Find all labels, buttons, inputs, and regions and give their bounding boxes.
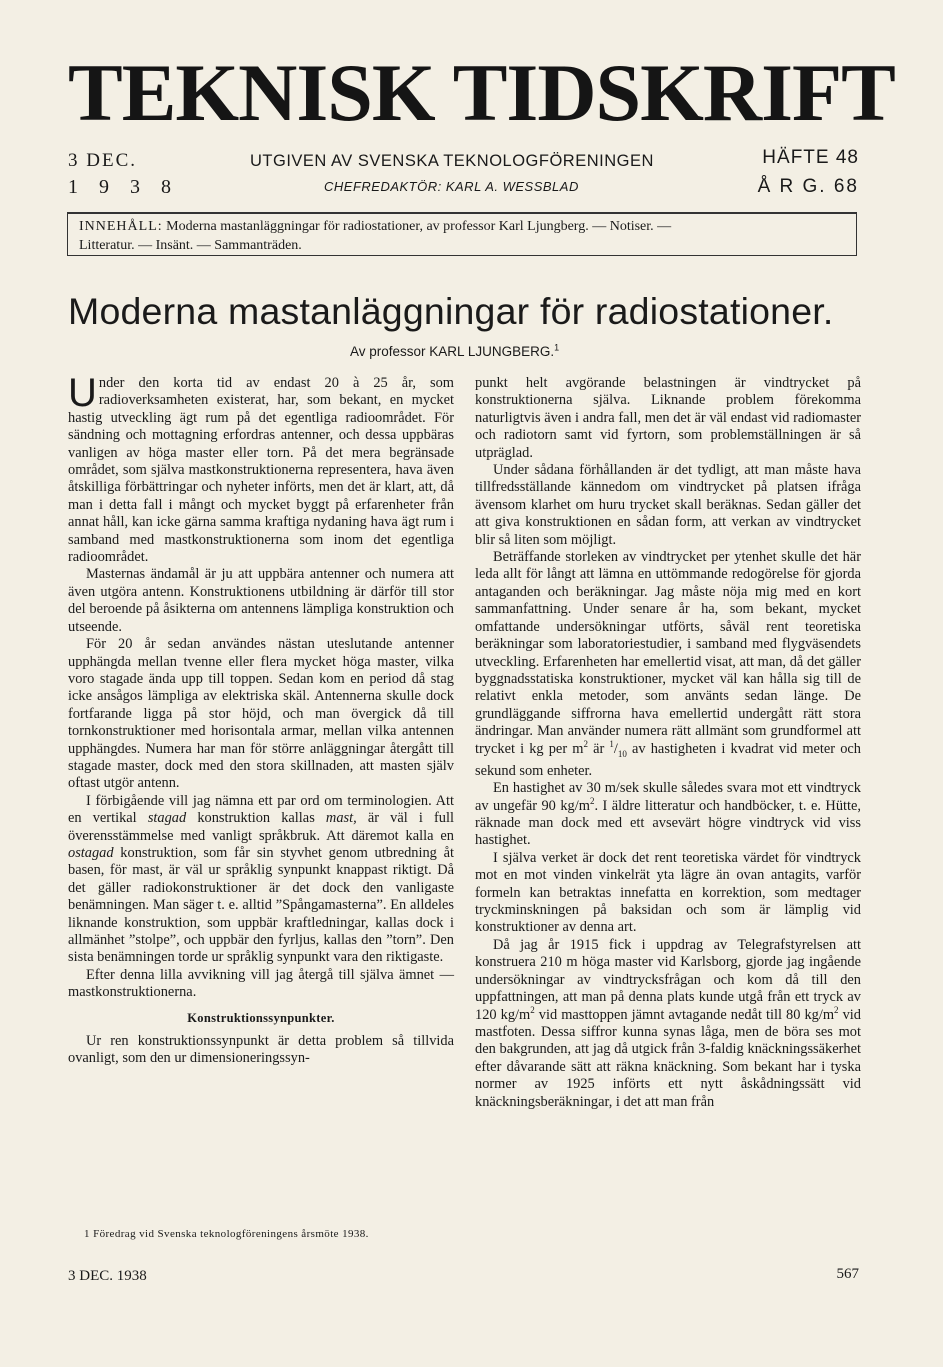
paragraph — [68, 371, 454, 566]
fraction-slash: / — [613, 740, 618, 757]
paragraph-text: Då jag år 1915 fick i uppdrag av Telegrafstyrelsen att konstruera 210 m höga master vid Karlsborg, gjorde jag ingående undersökningar av vindtrycksfrågan och kom då till den uppfattningen, att man på denna plats kunde utgå från ett tryck av 120 kg/m — [475, 936, 861, 1023]
paragraph — [475, 937, 861, 1111]
byline-prefix: Av professor — [350, 344, 430, 359]
paragraph-text: En hastighet av 30 m/sek skulle således svara mot ett vindtryck av ungefär 90 kg/m — [475, 780, 861, 814]
paragraph — [475, 780, 861, 850]
masthead-title-part1: TEKNISK — [68, 47, 435, 138]
issue-date: 3 DEC. — [68, 150, 137, 171]
contents-line-1: Moderna mastanläggningar för radiostationer, av professor Karl Ljungberg. — Notiser. — — [166, 219, 672, 234]
publisher-line: UTGIVEN AV SVENSKA TEKNOLOGFÖRENINGEN — [250, 152, 654, 170]
masthead-title-part2: TIDSKRIFT — [452, 47, 895, 138]
paragraph-text: konstruktion, som får sin styvhet genom utbredning åt basen, för mast, är väl ur språklig synpunkt knappast riktigt. Då det gäller radiokonstruktioner är det dock den vanligaste benämningen. Man säger t. e. alltid ”Spångamasterna”. En alldeles liknande konstruktion, som uppbär kraftledningar, kallas dock i allmänhet ”stolpe”, och uppbär den fyrljus, kallas den ”torn”. Den sista benämningen torde ur språklig synpunkt vara den riktigaste. — [68, 844, 454, 966]
contents-line-2: Litteratur. — Insänt. — Sammanträden. — [79, 238, 302, 253]
footnote — [84, 1228, 369, 1240]
superscript: 2 — [530, 1004, 535, 1015]
emphasis: mast, — [325, 810, 357, 827]
section-heading: Konstruktionssynpunkter. — [187, 1010, 335, 1025]
paragraph: Ur ren konstruktionssynpunkt är detta problem så tillvida ovanligt, som den ur dimensioneringssyn- — [68, 1033, 454, 1067]
superscript: 2 — [589, 795, 595, 806]
paragraph-text: Beträffande storleken av vindtrycket per ytenhet skulle det här leda allt för långt att lämna en uttömmande redogörelse för gjorda antaganden och beräkningar. Jag måste nöja mig med en kort sammanfattning. Under senare år ha, som bekant, mycket omfattande undersökningar utförts, såväl rent teoretiska beräkningar som laboratoriestudier, i samband med flygväsendets utveckling. Erfarenheten har emellertid visat, att man, då det gäller byggnadsstatiska konstruktioner, mycket väl kan hålla sig till de relativt enkla metoder, som använts sedan länge. De grundläggande siffrorna hava emellertid undergått rätt stora ändringar. Man använder numera rätt allmänt som grundformel att trycket i kg per m — [475, 549, 861, 757]
paragraph-text: är — [587, 740, 610, 757]
paragraph-text: är väl i full överensstämmelse med vanligt språkbruk. Att däremot kalla en — [68, 810, 454, 844]
byline-author: KARL LJUNGBERG. — [429, 344, 555, 359]
article-column-right — [475, 375, 861, 1111]
emphasis: stagad — [147, 810, 187, 827]
issue-year: 1 9 3 8 — [68, 176, 179, 198]
byline-footnote-ref: 1 — [554, 342, 560, 353]
superscript: 2 — [583, 738, 588, 749]
paragraph-text: . I äldre litteratur och handböcker, t. e. Hütte, räknade man dock med ett avsevärt högre vindtryck vid viss hastighet. — [475, 797, 861, 849]
paragraph: punkt helt avgörande belastningen är vindtrycket på konstruktionerna själva. Liknande problem förekomma naturligtvis även i andra fall, men det är väl endast vid radiomaster och radiotorn samt vid fyrtorn, som problemställningen är så utpräglad. — [475, 375, 861, 461]
paragraph — [68, 793, 454, 967]
paragraph-text: konstruktion kallas — [186, 810, 326, 827]
paragraph — [475, 549, 861, 780]
paragraph: I själva verket är dock det rent teoretiska värdet för vindtryck mot en mot vinden vinkelrät yta lägre än ovan antagits, varför formeln kan betraktas innefatta en korrektion, som medtager tryckminskningen på baksidan och som är lämplig vid konstruktioner av denna art. — [475, 849, 861, 936]
article-title: Moderna mastanläggningar för radiostationer. — [68, 290, 834, 332]
paragraph-text: vid masttoppen jämnt avtagande nedåt till 80 kg/m — [534, 1006, 835, 1023]
issue-number: HÄFTE 48 — [762, 147, 859, 168]
paragraph: Under sådana förhållanden är det tydligt, att man måste hava tillfredsställande kännedom om vindtrycket på platsen ifråga ävensom klarhet om huru trycket skall beräknas. Sedan gäller det att giva konstruktionen en sådan form, att verkan av vindtrycket blir så liten som möjligt. — [475, 462, 861, 548]
fraction-denominator: 10 — [617, 748, 627, 759]
paragraph: Masternas ändamål är ju att uppbära antenner och numera att även utgöra antenn. Konstruktionens utbildning är därför till stor del beroende på åsikterna om antennens lämpliga konstruktion och utseende. — [68, 566, 454, 635]
fraction-numerator: 1 — [609, 738, 614, 749]
paragraph-text: I förbigående vill jag nämna ett par ord om terminologien. Att en vertikal — [68, 792, 454, 827]
paragraph-text: av hastigheten i kvadrat vid meter och sekund som enheter. — [475, 740, 861, 779]
paragraph-text: nder den korta tid av endast 20 à 25 år, som radioverksamheten existerat, har, som bekant, en mycket hastig utveckling ägt rum på det egentliga radioområdet. För sändning och mottagning erfordras antenner, och dessa uppbäras vanligen av höga master eller torn. På det mera begränsade området, som själva mastkonstruktionerna representera, hava även åtskilliga förbättringar och nyheter införts, men det är klart, att, då man i detta fall i mångt och mycket byggt på erfarenheter från annat håll, kan icke gärna samma kraftiga nydaning hava ägt rum i samband med mastkonstruktionerna som inom det egentliga radioområdet. — [68, 375, 454, 566]
footnote-text: Föredrag vid Svenska teknologföreningens årsmöte 1938. — [93, 1228, 369, 1240]
byline — [350, 344, 559, 359]
footnote-number: 1 — [84, 1228, 90, 1240]
article-column-left — [68, 371, 454, 1068]
page-number: 567 — [836, 1266, 859, 1282]
contents-label: INNEHÅLL: — [79, 219, 163, 234]
masthead-title — [68, 47, 895, 138]
paragraph: För 20 år sedan användes nästan uteslutande antenner upphängda mellan tvenne eller flera mycket höga master, vilka voro stagade ända upp till toppen. Sedan kom en period då stag icke ansågos lämpliga av elektriska skäl. Antennerna skulle dock fortfarande ligga på stor höjd, och man övergick då till tornkonstruktioner med horisontala armar, mellan vilka antennen upphängdes. Numera har man för större anläggningar återgått till stagade master, dock med den stora skillnaden, att masten själv oftast utgör antenn. — [68, 636, 454, 792]
volume-number: Å R G. 68 — [757, 176, 859, 197]
drop-cap: U — [68, 371, 97, 415]
superscript: 2 — [834, 1004, 839, 1015]
editor-line: CHEFREDAKTÖR: KARL A. WESSBLAD — [324, 179, 579, 194]
table-of-contents — [67, 212, 857, 256]
footer-date: 3 DEC. 1938 — [68, 1268, 147, 1284]
paragraph: Efter denna lilla avvikning vill jag återgå till själva ämnet — mastkonstruktionerna. — [68, 966, 454, 1001]
emphasis: ostagad — [68, 844, 114, 861]
paragraph-text: vid mastfoten. Dessa siffror kunna synas låga, men de böra ses mot den bakgrunden, att jag då utgick från 3-faldig knäckningssäkerhet efter dåvarande sätt att räkna knäckning. Som bekant har i tyska normer av 1925 införts ett nytt åskådningssätt vid knäckningsberäkningar, i det att man från — [475, 1006, 861, 1110]
